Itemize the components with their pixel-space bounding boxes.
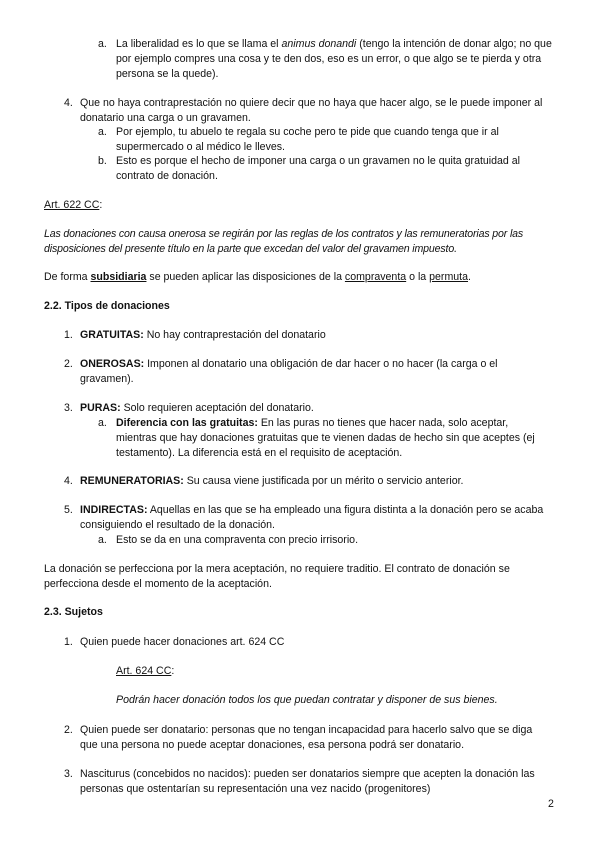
article-622-quote: Las donaciones con causa onerosa se regirán por las reglas de los contratos y las remuneratorias por las disposiciones del presente título en la parte que excedan del valor del gravamen impuesto. (44, 228, 524, 255)
list-marker: 2. (64, 358, 73, 370)
list-item-compraventa-irrisorio: Esto se da en una compraventa con precio irrisorio. (116, 534, 359, 546)
list-marker: 1. (64, 636, 73, 648)
list-item-onerosas: ONEROSAS: Imponen al donatario una obligación de dar hacer o no hacer (la carga o el gravamen). (80, 358, 498, 385)
list-marker: a. (98, 534, 107, 546)
section-title-tipos-donaciones: 2.2. Tipos de donaciones (44, 300, 170, 312)
subsidiaria-term: subsidiaria (90, 271, 147, 283)
section-title-sujetos: 2.3. Sujetos (44, 606, 103, 618)
list-item-ejemplo-abuelo: Por ejemplo, tu abuelo te regala su coche pero te pide que cuando tenga que ir al supermercado o al médico le lleves. (116, 126, 499, 153)
list-marker: b. (98, 155, 107, 167)
animus-donandi-term: animus donandi (281, 38, 357, 50)
list-marker: a. (98, 38, 107, 50)
article-622-ref: Art. 622 CC (44, 199, 100, 211)
list-marker: a. (98, 417, 107, 429)
page-number: 2 (548, 798, 554, 810)
list-marker: 3. (64, 768, 73, 780)
subsidiaria-paragraph: De forma subsidiaria se pueden aplicar las disposiciones de la compraventa o la permuta. (44, 271, 471, 283)
article-622-heading: Art. 622 CC: (44, 199, 103, 211)
list-marker: 1. (64, 329, 73, 341)
list-marker: 4. (64, 97, 73, 109)
list-item-gratuidad: Esto es porque el hecho de imponer una carga o un gravamen no le quita gratuidad al contrato de donación. (116, 155, 521, 182)
list-marker: 4. (64, 475, 73, 487)
list-item-nasciturus: Nasciturus (concebidos no nacidos): pueden ser donatarios siempre que acepten la donación las personas que ostentarían su representación una vez nacido (progenitores) (80, 768, 535, 795)
compraventa-term: compraventa (344, 271, 407, 283)
permuta-term: permuta (429, 271, 469, 283)
list-item-liberalidad: La liberalidad es lo que se llama el animus donandi (tengo la intención de donar algo; no que por ejemplo compres una cosa y te den dos, eso es un error, o que algo se te pierda y otra persona se la quede). (116, 38, 552, 80)
list-marker: 3. (64, 402, 73, 414)
list-item-gratuitas: GRATUITAS: No hay contraprestación del donatario (80, 329, 326, 341)
list-item-donatario: Quien puede ser donatario: personas que no tengan incapacidad para hacerlo salvo que se diga que una persona no puede aceptar donaciones, esa persona podrá ser donatario. (80, 724, 533, 751)
list-item-contraprestacion: Que no haya contraprestación no quiere decir que no haya que hacer algo, se le puede imponer al donatario una carga o un gravamen. (80, 97, 543, 124)
list-item-quien-dona: Quien puede hacer donaciones art. 624 CC (80, 636, 285, 648)
article-624-quote: Podrán hacer donación todos los que puedan contratar y disponer de sus bienes. (116, 694, 498, 706)
article-624-ref: Art. 624 CC (116, 665, 172, 677)
list-marker: 2. (64, 724, 73, 736)
list-marker: 5. (64, 504, 73, 516)
list-item-indirectas: INDIRECTAS: Aquellas en las que se ha empleado una figura distinta a la donación pero se acaba consiguiendo el resultado de la donación. (80, 504, 544, 531)
list-item-diferencia-gratuitas: Diferencia con las gratuitas: En las puras no tienes que hacer nada, solo aceptar, mientras que hay donaciones gratuitas que te vienen dadas de hecho sin que aceptes (ej testamento). La diferencia está en el requisito de aceptación. (116, 417, 535, 459)
list-item-puras: PURAS: Solo requieren aceptación del donatario. (80, 402, 314, 414)
article-624-heading: Art. 624 CC: (116, 665, 175, 677)
list-item-remuneratorias: REMUNERATORIAS: Su causa viene justificada por un mérito o servicio anterior. (80, 475, 464, 487)
perfecciona-paragraph: La donación se perfecciona por la mera aceptación, no requiere traditio. El contrato de donación se perfecciona desde el momento de la aceptación. (44, 563, 510, 590)
list-marker: a. (98, 126, 107, 138)
